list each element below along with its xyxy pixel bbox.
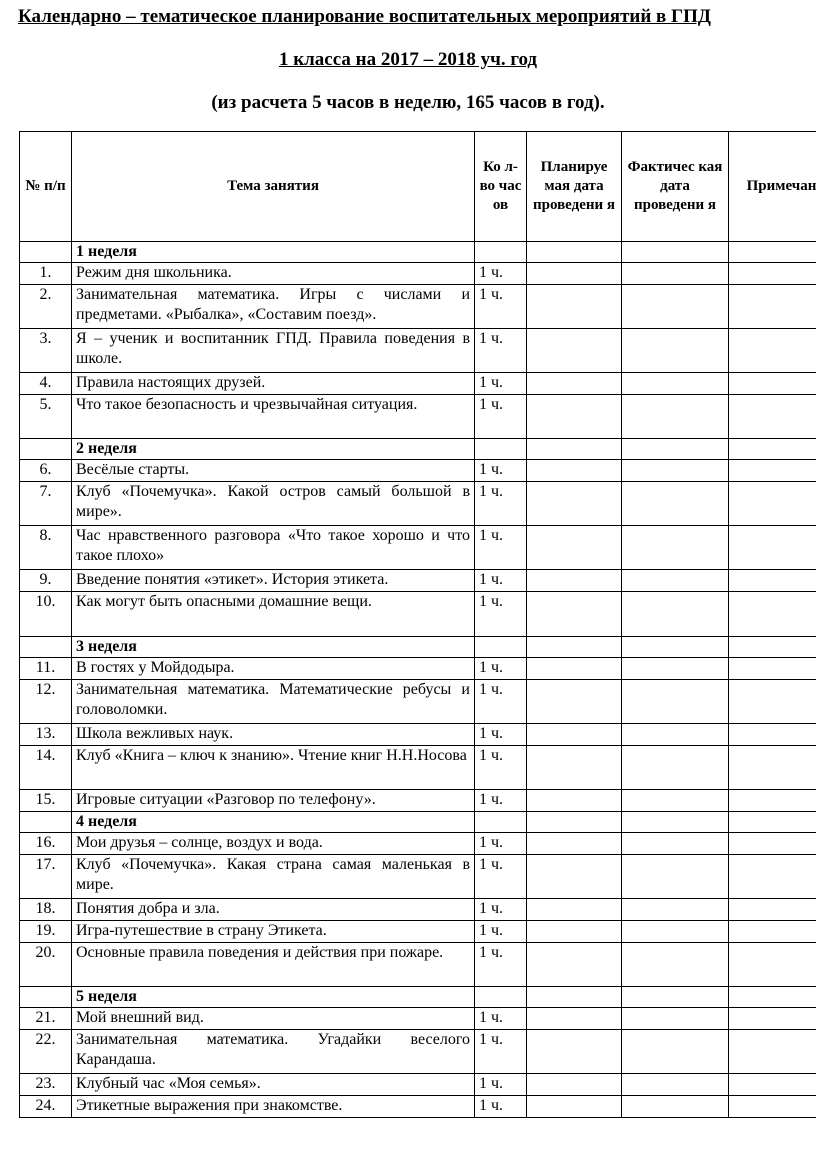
- row-topic: Режим дня школьника.: [72, 263, 475, 285]
- row-planned-date: [527, 724, 622, 746]
- week-num-cell: [20, 987, 72, 1008]
- week-num-cell: [20, 812, 72, 833]
- row-topic: Час нравственного разговора «Что такое хорошо и что такое плохо»: [72, 526, 475, 570]
- week-hours-cell: [475, 637, 527, 658]
- row-topic: Клубный час «Моя семья».: [72, 1074, 475, 1096]
- table-row: [20, 395, 816, 439]
- table-row: [20, 899, 816, 921]
- row-note: [729, 263, 816, 285]
- row-actual-date: [622, 373, 729, 395]
- row-actual-date: [622, 329, 729, 373]
- row-planned-date: [527, 680, 622, 724]
- row-number: 5.: [20, 395, 72, 439]
- row-hours: 1 ч.: [475, 680, 527, 724]
- row-number: 9.: [20, 570, 72, 592]
- row-planned-date: [527, 460, 622, 482]
- row-number: 2.: [20, 285, 72, 329]
- table-row: [20, 724, 816, 746]
- row-note: [729, 724, 816, 746]
- row-number: 18.: [20, 899, 72, 921]
- table-row: [20, 658, 816, 680]
- week-label: 4 неделя: [72, 812, 475, 833]
- row-topic: Клуб «Почемучка». Какая страна самая маленькая в мире.: [72, 855, 475, 899]
- week-label: 1 неделя: [72, 242, 475, 263]
- week-label: 5 неделя: [72, 987, 475, 1008]
- week-label: 3 неделя: [72, 637, 475, 658]
- row-number: 15.: [20, 790, 72, 812]
- row-hours: 1 ч.: [475, 1030, 527, 1074]
- row-actual-date: [622, 921, 729, 943]
- table-row: [20, 285, 816, 329]
- week-num-cell: [20, 637, 72, 658]
- week-header-row: [20, 812, 816, 833]
- row-actual-date: [622, 592, 729, 637]
- table-row: [20, 373, 816, 395]
- row-actual-date: [622, 746, 729, 790]
- header-planned-date: Планируе мая дата проведени я: [527, 132, 622, 242]
- row-actual-date: [622, 526, 729, 570]
- row-hours: 1 ч.: [475, 592, 527, 637]
- row-number: 21.: [20, 1008, 72, 1030]
- row-topic: Как могут быть опасными домашние вещи.: [72, 592, 475, 637]
- row-planned-date: [527, 833, 622, 855]
- row-planned-date: [527, 285, 622, 329]
- row-note: [729, 790, 816, 812]
- table-row: [20, 263, 816, 285]
- row-number: 22.: [20, 1030, 72, 1074]
- week-actual-cell: [622, 637, 729, 658]
- row-number: 16.: [20, 833, 72, 855]
- table-row: [20, 1030, 816, 1074]
- row-planned-date: [527, 658, 622, 680]
- row-hours: 1 ч.: [475, 921, 527, 943]
- row-actual-date: [622, 1074, 729, 1096]
- row-topic: Клуб «Почемучка». Какой остров самый большой в мире».: [72, 482, 475, 526]
- table-row: [20, 746, 816, 790]
- row-number: 23.: [20, 1074, 72, 1096]
- row-actual-date: [622, 570, 729, 592]
- week-planned-cell: [527, 637, 622, 658]
- row-number: 14.: [20, 746, 72, 790]
- row-number: 24.: [20, 1096, 72, 1118]
- row-actual-date: [622, 1008, 729, 1030]
- document-title-line1: Календарно – тематическое планирование воспитательных мероприятий в ГПД: [18, 6, 711, 27]
- week-actual-cell: [622, 987, 729, 1008]
- row-topic: Правила настоящих друзей.: [72, 373, 475, 395]
- week-actual-cell: [622, 242, 729, 263]
- week-note-cell: [729, 439, 816, 460]
- row-topic: Школа вежливых наук.: [72, 724, 475, 746]
- row-actual-date: [622, 899, 729, 921]
- row-planned-date: [527, 855, 622, 899]
- document-title-line2: 1 класса на 2017 – 2018 уч. год: [278, 49, 538, 70]
- row-number: 3.: [20, 329, 72, 373]
- table-row: [20, 833, 816, 855]
- row-topic: Я – ученик и воспитанник ГПД. Правила поведения в школе.: [72, 329, 475, 373]
- row-hours: 1 ч.: [475, 395, 527, 439]
- row-hours: 1 ч.: [475, 329, 527, 373]
- row-planned-date: [527, 1030, 622, 1074]
- row-note: [729, 746, 816, 790]
- week-num-cell: [20, 439, 72, 460]
- table-row: [20, 855, 816, 899]
- row-planned-date: [527, 746, 622, 790]
- row-actual-date: [622, 263, 729, 285]
- row-hours: 1 ч.: [475, 570, 527, 592]
- row-planned-date: [527, 395, 622, 439]
- table-row: [20, 460, 816, 482]
- row-number: 11.: [20, 658, 72, 680]
- row-actual-date: [622, 1096, 729, 1118]
- header-note: Примечан: [729, 132, 816, 242]
- header-hours: Ко л- во час ов: [475, 132, 527, 242]
- row-hours: 1 ч.: [475, 263, 527, 285]
- row-planned-date: [527, 899, 622, 921]
- row-note: [729, 395, 816, 439]
- week-num-cell: [20, 242, 72, 263]
- row-note: [729, 526, 816, 570]
- table-row: [20, 1096, 816, 1118]
- row-note: [729, 921, 816, 943]
- week-hours-cell: [475, 812, 527, 833]
- week-planned-cell: [527, 987, 622, 1008]
- row-planned-date: [527, 790, 622, 812]
- row-actual-date: [622, 790, 729, 812]
- table-row: [20, 526, 816, 570]
- row-note: [729, 570, 816, 592]
- row-actual-date: [622, 724, 729, 746]
- row-planned-date: [527, 1096, 622, 1118]
- table-row: [20, 921, 816, 943]
- week-hours-cell: [475, 242, 527, 263]
- row-note: [729, 460, 816, 482]
- row-planned-date: [527, 263, 622, 285]
- row-note: [729, 592, 816, 637]
- week-hours-cell: [475, 987, 527, 1008]
- row-topic: Игровые ситуации «Разговор по телефону».: [72, 790, 475, 812]
- week-header-row: [20, 987, 816, 1008]
- row-hours: 1 ч.: [475, 460, 527, 482]
- row-hours: 1 ч.: [475, 943, 527, 987]
- row-note: [729, 1008, 816, 1030]
- row-hours: 1 ч.: [475, 790, 527, 812]
- row-number: 19.: [20, 921, 72, 943]
- row-topic: Мои друзья – солнце, воздух и вода.: [72, 833, 475, 855]
- row-planned-date: [527, 1008, 622, 1030]
- header-actual-date: Фактичес кая дата проведени я: [622, 132, 729, 242]
- week-planned-cell: [527, 812, 622, 833]
- row-hours: 1 ч.: [475, 1096, 527, 1118]
- row-topic: Введение понятия «этикет». История этикета.: [72, 570, 475, 592]
- row-actual-date: [622, 855, 729, 899]
- row-number: 13.: [20, 724, 72, 746]
- document-title-line3: (из расчета 5 часов в неделю, 165 часов в год).: [211, 92, 605, 113]
- row-actual-date: [622, 1030, 729, 1074]
- row-topic: В гостях у Мойдодыра.: [72, 658, 475, 680]
- table-row: [20, 592, 816, 637]
- row-note: [729, 680, 816, 724]
- row-hours: 1 ч.: [475, 373, 527, 395]
- row-planned-date: [527, 570, 622, 592]
- row-note: [729, 833, 816, 855]
- row-planned-date: [527, 943, 622, 987]
- row-planned-date: [527, 329, 622, 373]
- week-actual-cell: [622, 439, 729, 460]
- table-row: [20, 1008, 816, 1030]
- row-topic: Клуб «Книга – ключ к знанию». Чтение книг Н.Н.Носова: [72, 746, 475, 790]
- table-row: [20, 943, 816, 987]
- row-hours: 1 ч.: [475, 526, 527, 570]
- week-header-row: [20, 637, 816, 658]
- row-note: [729, 1030, 816, 1074]
- table-row: [20, 329, 816, 373]
- row-actual-date: [622, 482, 729, 526]
- row-actual-date: [622, 460, 729, 482]
- row-note: [729, 899, 816, 921]
- row-note: [729, 658, 816, 680]
- table-row: [20, 680, 816, 724]
- row-number: 17.: [20, 855, 72, 899]
- week-actual-cell: [622, 812, 729, 833]
- header-num: № п/п: [20, 132, 72, 242]
- row-number: 1.: [20, 263, 72, 285]
- row-note: [729, 482, 816, 526]
- row-hours: 1 ч.: [475, 285, 527, 329]
- table-row: [20, 1074, 816, 1096]
- row-note: [729, 943, 816, 987]
- row-topic: Что такое безопасность и чрезвычайная ситуация.: [72, 395, 475, 439]
- table-header-row: [20, 132, 816, 242]
- row-actual-date: [622, 680, 729, 724]
- row-hours: 1 ч.: [475, 1008, 527, 1030]
- row-topic: Занимательная математика. Игры с числами и предметами. «Рыбалка», «Составим поезд».: [72, 285, 475, 329]
- week-label: 2 неделя: [72, 439, 475, 460]
- week-note-cell: [729, 812, 816, 833]
- row-topic: Занимательная математика. Математические ребусы и головоломки.: [72, 680, 475, 724]
- row-note: [729, 329, 816, 373]
- row-number: 7.: [20, 482, 72, 526]
- row-hours: 1 ч.: [475, 482, 527, 526]
- week-note-cell: [729, 987, 816, 1008]
- row-number: 10.: [20, 592, 72, 637]
- row-actual-date: [622, 285, 729, 329]
- row-actual-date: [622, 943, 729, 987]
- week-header-row: [20, 242, 816, 263]
- row-note: [729, 373, 816, 395]
- row-number: 20.: [20, 943, 72, 987]
- week-hours-cell: [475, 439, 527, 460]
- row-hours: 1 ч.: [475, 658, 527, 680]
- row-note: [729, 285, 816, 329]
- row-topic: Этикетные выражения при знакомстве.: [72, 1096, 475, 1118]
- row-note: [729, 1096, 816, 1118]
- row-actual-date: [622, 395, 729, 439]
- row-planned-date: [527, 482, 622, 526]
- week-planned-cell: [527, 242, 622, 263]
- row-hours: 1 ч.: [475, 899, 527, 921]
- row-planned-date: [527, 526, 622, 570]
- row-note: [729, 1074, 816, 1096]
- table-body: [20, 242, 816, 1118]
- row-planned-date: [527, 921, 622, 943]
- row-planned-date: [527, 1074, 622, 1096]
- table-row: [20, 482, 816, 526]
- row-number: 12.: [20, 680, 72, 724]
- planning-table: [19, 131, 816, 1118]
- row-actual-date: [622, 833, 729, 855]
- row-planned-date: [527, 373, 622, 395]
- row-topic: Игра-путешествие в страну Этикета.: [72, 921, 475, 943]
- row-number: 6.: [20, 460, 72, 482]
- week-planned-cell: [527, 439, 622, 460]
- row-hours: 1 ч.: [475, 746, 527, 790]
- week-note-cell: [729, 242, 816, 263]
- row-hours: 1 ч.: [475, 833, 527, 855]
- row-topic: Занимательная математика. Угадайки веселого Карандаша.: [72, 1030, 475, 1074]
- row-number: 4.: [20, 373, 72, 395]
- row-topic: Мой внешний вид.: [72, 1008, 475, 1030]
- row-topic: Основные правила поведения и действия при пожаре.: [72, 943, 475, 987]
- table-row: [20, 570, 816, 592]
- header-topic: Тема занятия: [72, 132, 475, 242]
- week-note-cell: [729, 637, 816, 658]
- row-actual-date: [622, 658, 729, 680]
- row-topic: Весёлые старты.: [72, 460, 475, 482]
- table-row: [20, 790, 816, 812]
- row-topic: Понятия добра и зла.: [72, 899, 475, 921]
- week-header-row: [20, 439, 816, 460]
- row-hours: 1 ч.: [475, 1074, 527, 1096]
- row-planned-date: [527, 592, 622, 637]
- row-number: 8.: [20, 526, 72, 570]
- row-hours: 1 ч.: [475, 855, 527, 899]
- row-hours: 1 ч.: [475, 724, 527, 746]
- row-note: [729, 855, 816, 899]
